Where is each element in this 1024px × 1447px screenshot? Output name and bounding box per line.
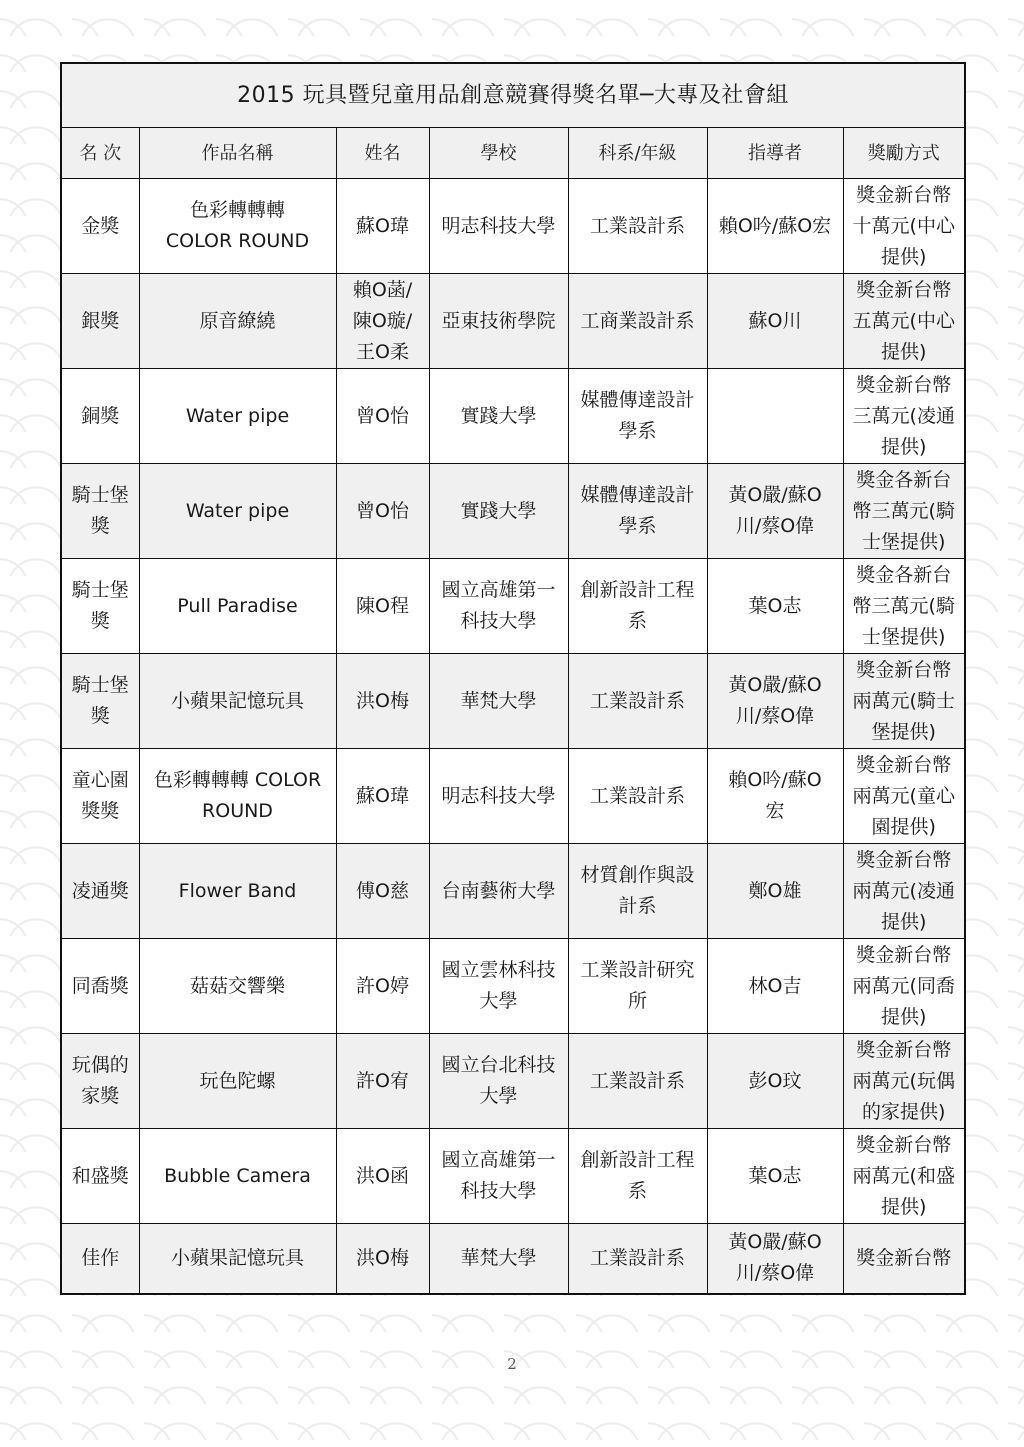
reward-cell: 獎金新台幣 兩萬元(童心 園提供): [843, 749, 965, 844]
advisor-cell: 林O吉: [707, 939, 843, 1034]
page-number: 2: [507, 1355, 517, 1373]
name-cell: 賴O菡/ 陳O璇/ 王O柔: [336, 274, 429, 369]
reward-cell: 獎金新台幣 兩萬元(玩偶 的家提供): [843, 1034, 965, 1129]
name-cell: 許O婷: [336, 939, 429, 1034]
reward-cell: 獎金新台幣 三萬元(凌通 提供): [843, 369, 965, 464]
advisor-cell: 蘇O川: [707, 274, 843, 369]
school-cell: 台南藝術大學: [429, 844, 568, 939]
work-cell: 色彩轉轉轉 COLOR ROUND: [139, 179, 336, 274]
advisor-cell: 葉O志: [707, 1129, 843, 1224]
department-cell: 工業設計系: [568, 1224, 707, 1294]
name-cell: 許O宥: [336, 1034, 429, 1129]
department-cell: 工商業設計系: [568, 274, 707, 369]
department-cell: 工業設計研究 所: [568, 939, 707, 1034]
school-cell: 實踐大學: [429, 464, 568, 559]
advisor-cell: 黃O嚴/蘇O 川/蔡O偉: [707, 654, 843, 749]
department-cell: 材質創作與設 計系: [568, 844, 707, 939]
school-cell: 實踐大學: [429, 369, 568, 464]
name-cell: 陳O程: [336, 559, 429, 654]
table-row: [61, 274, 965, 369]
department-cell: 工業設計系: [568, 179, 707, 274]
advisor-cell: 彭O玟: [707, 1034, 843, 1129]
reward-cell: 獎金新台幣 兩萬元(凌通 提供): [843, 844, 965, 939]
table-row: [61, 654, 965, 749]
department-cell: 創新設計工程 系: [568, 1129, 707, 1224]
table-row: [61, 844, 965, 939]
work-cell: 小蘋果記憶玩具: [139, 1224, 336, 1294]
work-cell: 菇菇交響樂: [139, 939, 336, 1034]
name-cell: 傅O慈: [336, 844, 429, 939]
work-cell: 原音繚繞: [139, 274, 336, 369]
advisor-cell: [707, 369, 843, 464]
school-cell: 亞東技術學院: [429, 274, 568, 369]
name-cell: 曾O怡: [336, 369, 429, 464]
department-cell: 工業設計系: [568, 749, 707, 844]
name-cell: 蘇O瑋: [336, 749, 429, 844]
reward-cell: 獎金新台幣 兩萬元(同喬 提供): [843, 939, 965, 1034]
school-cell: 國立高雄第一 科技大學: [429, 559, 568, 654]
header-row: [61, 128, 965, 179]
work-cell: Water pipe: [139, 464, 336, 559]
table-row: [61, 749, 965, 844]
advisor-cell: 葉O志: [707, 559, 843, 654]
rank-cell: 玩偶的 家獎: [61, 1034, 139, 1129]
rank-cell: 同喬獎: [61, 939, 139, 1034]
school-cell: 明志科技大學: [429, 179, 568, 274]
rank-cell: 童心園 獎獎: [61, 749, 139, 844]
work-cell: Bubble Camera: [139, 1129, 336, 1224]
name-cell: 洪O梅: [336, 1224, 429, 1294]
department-cell: 工業設計系: [568, 1034, 707, 1129]
advisor-cell: 黃O嚴/蘇O 川/蔡O偉: [707, 464, 843, 559]
department-cell: 工業設計系: [568, 654, 707, 749]
advisor-cell: 賴O吟/蘇O宏: [707, 179, 843, 274]
rank-cell: 凌通獎: [61, 844, 139, 939]
work-cell: Pull Paradise: [139, 559, 336, 654]
work-cell: Flower Band: [139, 844, 336, 939]
name-cell: 蘇O瑋: [336, 179, 429, 274]
department-cell: 創新設計工程 系: [568, 559, 707, 654]
name-cell: 洪O函: [336, 1129, 429, 1224]
table-row: [61, 1129, 965, 1224]
table-row: [61, 559, 965, 654]
rank-cell: 和盛獎: [61, 1129, 139, 1224]
advisor-cell: 鄭O雄: [707, 844, 843, 939]
rank-cell: 騎士堡 獎: [61, 559, 139, 654]
reward-cell: 獎金各新台 幣三萬元(騎 士堡提供): [843, 559, 965, 654]
rank-cell: 金獎: [61, 179, 139, 274]
rank-cell: 佳作: [61, 1224, 139, 1294]
school-cell: 華梵大學: [429, 1224, 568, 1294]
reward-cell: 獎金新台幣 兩萬元(騎士 堡提供): [843, 654, 965, 749]
header-reward: 獎勵方式: [843, 128, 965, 179]
work-cell: 玩色陀螺: [139, 1034, 336, 1129]
rank-cell: 騎士堡 獎: [61, 654, 139, 749]
header-work: 作品名稱: [139, 128, 336, 179]
school-cell: 明志科技大學: [429, 749, 568, 844]
header-name: 姓名: [336, 128, 429, 179]
name-cell: 曾O怡: [336, 464, 429, 559]
rank-cell: 騎士堡 獎: [61, 464, 139, 559]
work-cell: Water pipe: [139, 369, 336, 464]
work-cell: 色彩轉轉轉 COLOR ROUND: [139, 749, 336, 844]
school-cell: 華梵大學: [429, 654, 568, 749]
table-row: [61, 369, 965, 464]
name-cell: 洪O梅: [336, 654, 429, 749]
rank-cell: 銀獎: [61, 274, 139, 369]
department-cell: 媒體傳達設計 學系: [568, 464, 707, 559]
header-school: 學校: [429, 128, 568, 179]
header-advisor: 指導者: [707, 128, 843, 179]
header-rank: 名 次: [61, 128, 139, 179]
rank-cell: 銅獎: [61, 369, 139, 464]
reward-cell: 獎金各新台 幣三萬元(騎 士堡提供): [843, 464, 965, 559]
school-cell: 國立雲林科技 大學: [429, 939, 568, 1034]
school-cell: 國立高雄第一 科技大學: [429, 1129, 568, 1224]
table-row: [61, 464, 965, 559]
header-department: 科系/年級: [568, 128, 707, 179]
reward-cell: 獎金新台幣 十萬元(中心 提供): [843, 179, 965, 274]
work-cell: 小蘋果記憶玩具: [139, 654, 336, 749]
department-cell: 媒體傳達設計 學系: [568, 369, 707, 464]
table-row: [61, 1224, 965, 1294]
table-title: 2015 玩具暨兒童用品創意競賽得獎名單─大專及社會組: [61, 63, 965, 128]
reward-cell: 獎金新台幣: [843, 1224, 965, 1294]
table-row: [61, 1034, 965, 1129]
award-table: [60, 62, 966, 1295]
table-row: [61, 179, 965, 274]
table-row: [61, 939, 965, 1034]
advisor-cell: 黃O嚴/蘇O 川/蔡O偉: [707, 1224, 843, 1294]
reward-cell: 獎金新台幣 五萬元(中心 提供): [843, 274, 965, 369]
reward-cell: 獎金新台幣 兩萬元(和盛 提供): [843, 1129, 965, 1224]
school-cell: 國立台北科技 大學: [429, 1034, 568, 1129]
advisor-cell: 賴O吟/蘇O 宏: [707, 749, 843, 844]
table-body: [61, 179, 965, 1294]
